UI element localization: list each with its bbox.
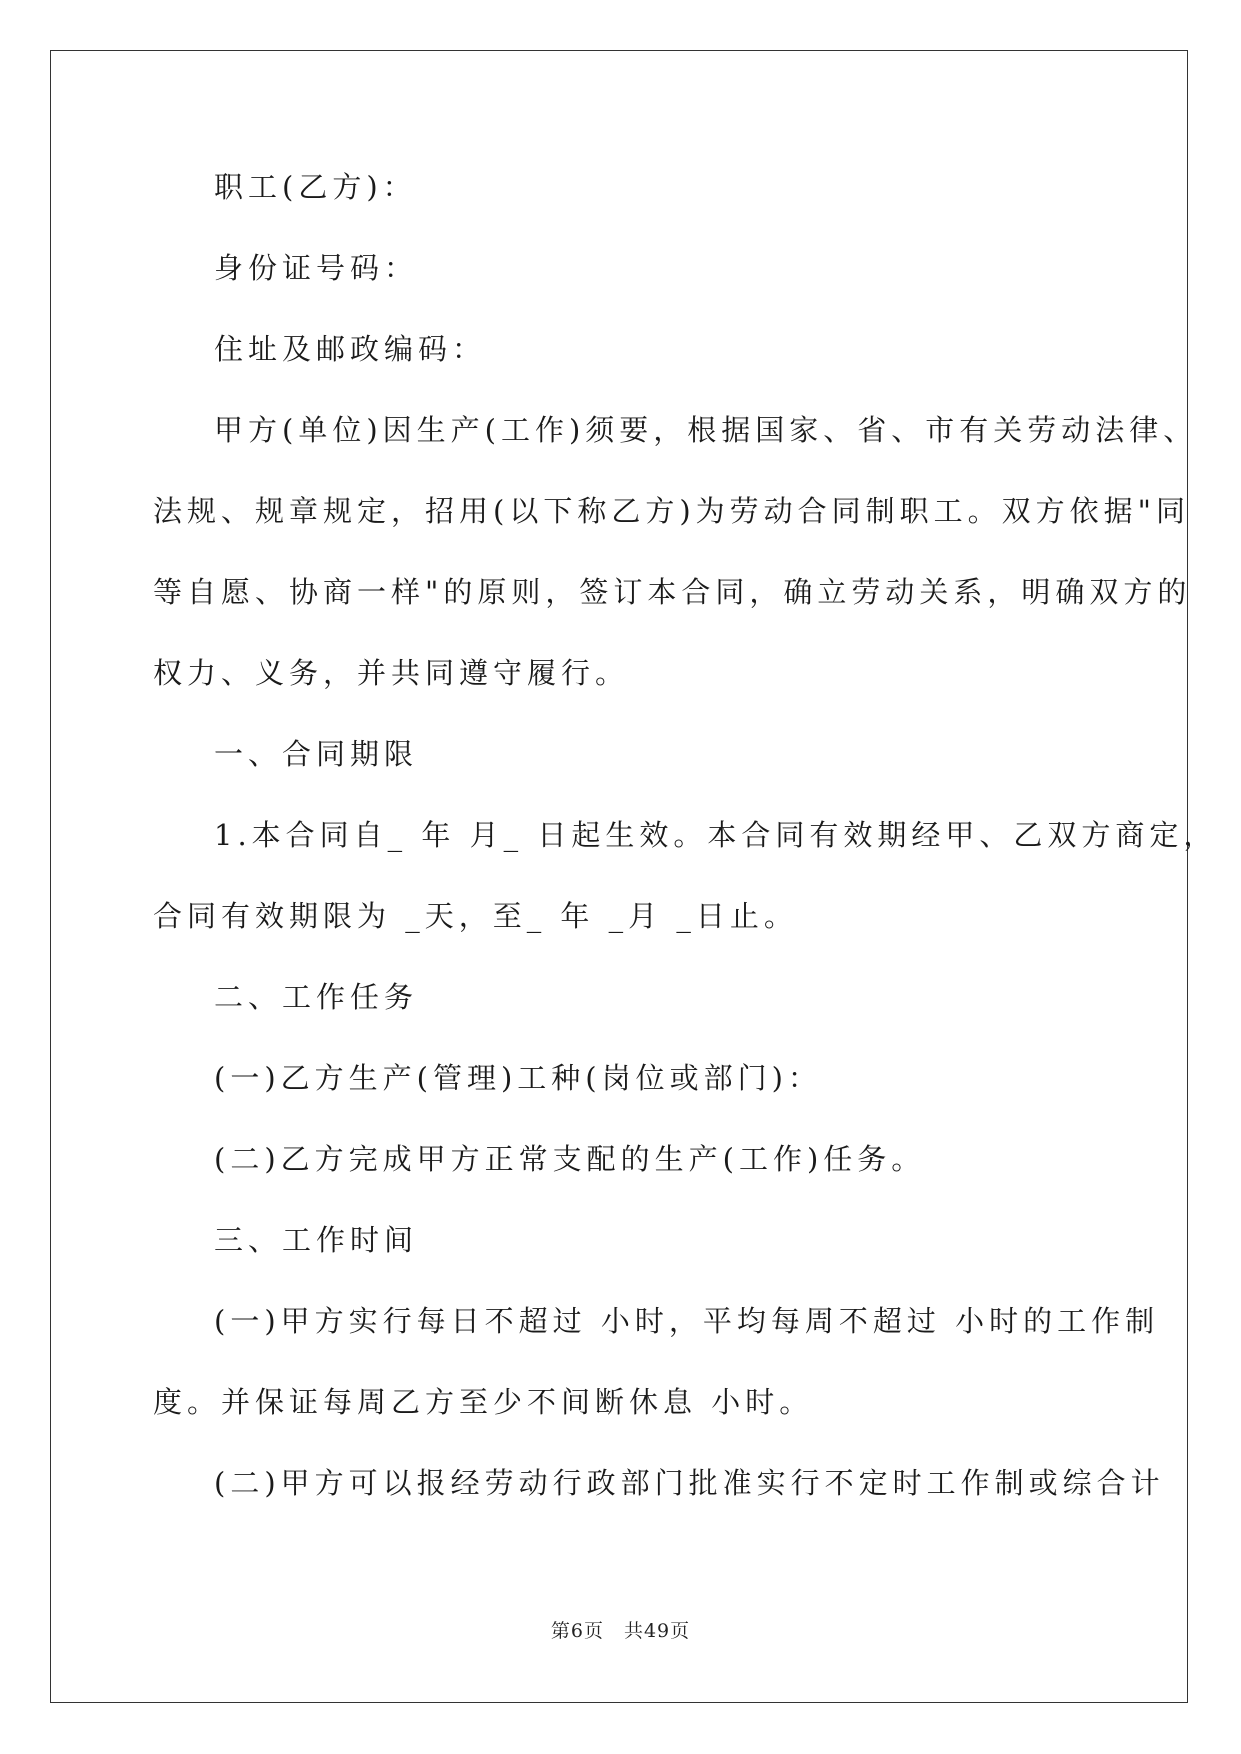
text-line: (一)乙方生产(管理)工种(岗位或部门)：	[214, 1061, 822, 1095]
text-line: 住址及邮政编码：	[214, 332, 487, 366]
text-line: (一)甲方实行每日不超过 小时，平均每周不超过 小时的工作制	[214, 1304, 1160, 1338]
page-number: 第6页 共49页	[550, 1620, 691, 1642]
text-line: 等自愿、协商一样"的原则，签订本合同，确立劳动关系，明确双方的	[153, 575, 1192, 609]
section-heading: 一、合同期限	[214, 737, 419, 771]
text-line: 法规、规章规定，招用(以下称乙方)为劳动合同制职工。双方依据"同	[153, 494, 1190, 528]
text-line: 身份证号码：	[214, 251, 419, 285]
text-line: 职工(乙方)：	[214, 170, 417, 204]
text-line: 甲方(单位)因生产(工作)须要，根据国家、省、市有关劳动法律、	[214, 413, 1198, 447]
text-line: 1.本合同自_ 年 月_ 日起生效。本合同有效期经甲、乙双方商定，	[214, 818, 1218, 852]
section-heading: 三、工作时间	[214, 1223, 419, 1257]
text-line: 权力、义务，并共同遵守履行。	[153, 656, 630, 690]
document-body	[153, 160, 1218, 1537]
text-line: (二)乙方完成甲方正常支配的生产(工作)任务。	[214, 1142, 926, 1176]
text-line: 合同有效期限为 _天，至_ 年 _月 _日止。	[153, 899, 798, 933]
section-heading: 二、工作任务	[214, 980, 419, 1014]
text-line: (二)甲方可以报经劳动行政部门批准实行不定时工作制或综合计	[214, 1466, 1165, 1500]
text-line: 度。并保证每周乙方至少不间断休息 小时。	[153, 1385, 814, 1419]
